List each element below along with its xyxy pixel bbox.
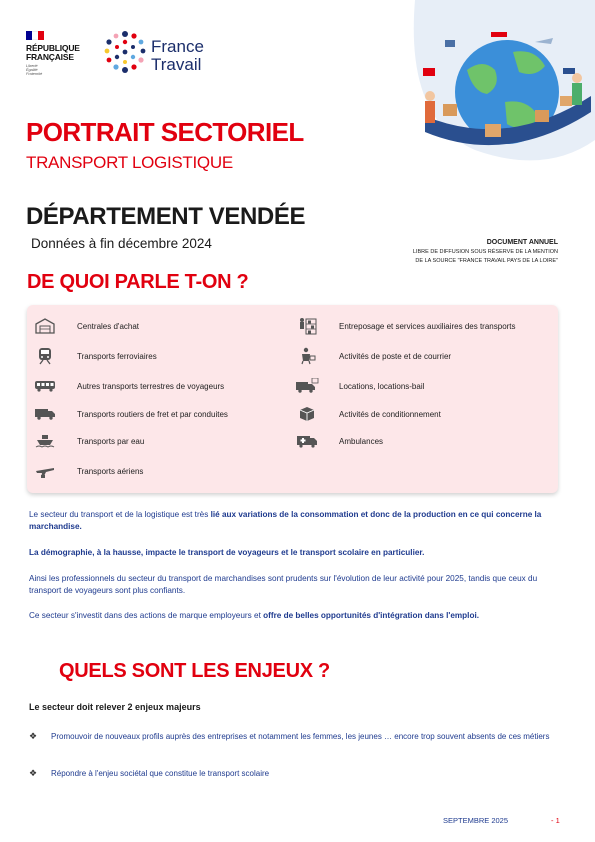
ship-icon <box>33 432 57 450</box>
paragraph-consumption: Le secteur du transport et de la logistique est très lié aux variations de la consommation et donc de la production en ce qui concerne la marchandise. <box>29 510 542 531</box>
challenges-intro: Le secteur doit relever 2 enjeux majeurs <box>29 702 201 712</box>
sector-item: Centrales d'achat <box>33 317 139 335</box>
train-icon <box>33 347 57 365</box>
storage-icon <box>295 317 319 335</box>
airplane-icon <box>33 462 57 480</box>
french-flag-icon <box>26 31 44 40</box>
sectors-panel <box>27 305 558 493</box>
footer-date: SEPTEMBRE 2025 <box>443 816 509 825</box>
document-type: DOCUMENT ANNUEL <box>486 239 558 246</box>
sector-item: Activités de conditionnement <box>295 405 441 423</box>
sector-item: Locations, locations-bail <box>295 377 424 395</box>
warehouse-icon <box>33 317 57 335</box>
sector-item: Activités de poste et de courrier <box>295 347 451 365</box>
sector-item: Transports aériens <box>33 462 143 480</box>
france-travail-brand: France Travail <box>151 37 204 74</box>
package-icon <box>295 405 319 423</box>
logistics-globe-illustration <box>395 0 595 162</box>
truck-icon <box>33 405 57 423</box>
document-note: LIBRE DE DIFFUSION SOUS RÉSERVE DE LA MENTION DE LA SOURCE "FRANCE TRAVAIL PAYS DE LA LOIRE" <box>412 249 558 264</box>
document-notice <box>413 239 558 265</box>
section-heading-challenges: QUELS SONT LES ENJEUX ? <box>59 660 330 682</box>
sector-item: Transports routiers de fret et par conduites <box>33 405 228 423</box>
paragraph-demography: La démographie, à la hausse, impacte le transport de voyageurs et le transport scolaire en particulier. <box>29 548 425 557</box>
department-title: DÉPARTEMENT VENDÉE <box>26 203 306 230</box>
republique-name: RÉPUBLIQUE FRANÇAISE <box>26 43 80 62</box>
sector-item: Transports par eau <box>33 432 144 450</box>
france-travail-logo-icon <box>103 30 147 74</box>
paragraph-employer-brand: Ce secteur s'investit dans des actions de marque employeurs et offre de belles opportunités d'intégration dans l'emploi. <box>29 611 480 620</box>
sector-item: Autres transports terrestres de voyageurs <box>33 377 224 395</box>
data-date: Données à fin décembre 2024 <box>31 236 212 251</box>
list-item: ❖ Promouvoir de nouveaux profils auprès des entreprises et notamment les femmes, les jeunes … encore trop souvent absents de ces métiers <box>29 731 550 741</box>
sector-item: Transports ferroviaires <box>33 347 157 365</box>
postman-icon <box>295 347 319 365</box>
paragraph-outlook: Ainsi les professionnels du secteur du transport de marchandises sont prudents sur l'évolution de leur activité pour 2025, tandis que ceux du transport de voyageurs sont plus confiants. <box>29 574 538 595</box>
diamond-bullet-icon: ❖ <box>29 768 38 778</box>
section-heading-what: DE QUOI PARLE T-ON ? <box>27 271 249 293</box>
ambulance-icon <box>295 432 319 450</box>
republique-francaise-logo <box>26 31 96 77</box>
sector-item: Entreposage et services auxiliaires des transports <box>295 317 516 335</box>
page-subtitle: TRANSPORT LOGISTIQUE <box>26 153 233 172</box>
diamond-bullet-icon: ❖ <box>29 731 38 741</box>
republique-motto: Liberté Égalité Fraternité <box>26 64 43 77</box>
page-title: PORTRAIT SECTORIEL <box>26 117 304 147</box>
bus-icon <box>33 377 57 395</box>
sector-item: Ambulances <box>295 432 383 450</box>
rental-truck-icon <box>295 377 319 395</box>
page-number: - 1 <box>551 816 560 825</box>
list-item: ❖ Répondre à l'enjeu sociétal que constitue le transport scolaire <box>29 768 270 778</box>
